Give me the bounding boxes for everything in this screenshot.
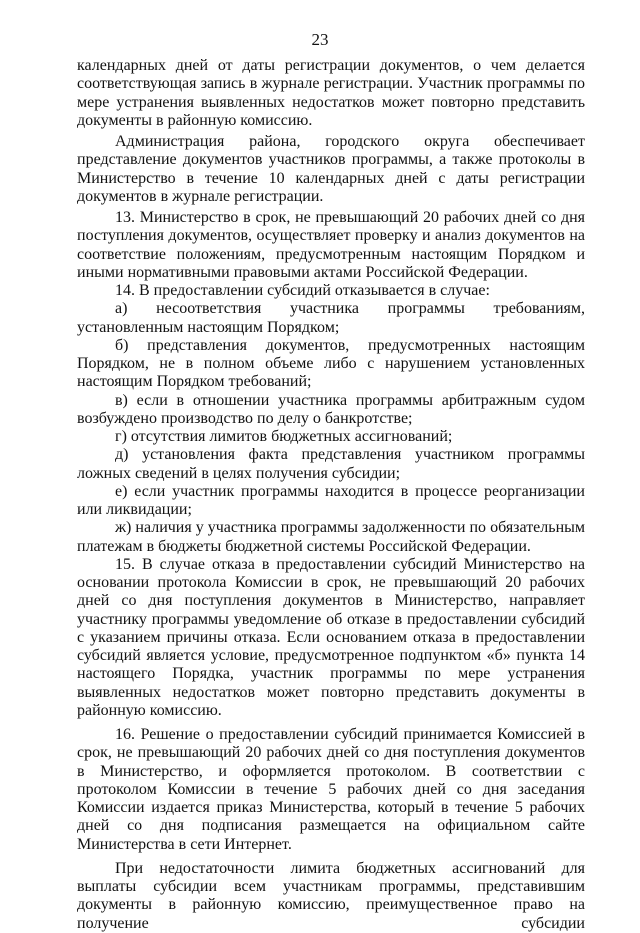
paragraph-item-15: 15. В случае отказа в предоставлении субсидий Министерство на основании протокола Комиссии в срок, не превышающий 20 рабочих дней со дня поступления документов в Министерство, направляет участнику программы уведомление об отказе в предоставлении субсидий с указанием причины отказа. Если основанием отказа в предоставлении субсидий является условие, предусмотренное подпунктом «б» пункта 14 настоящего Порядка, участник программы по мере устранения выявленных недостатков может повторно представить документы в районную комиссию. [77,555,585,719]
paragraph-administration: Администрация района, городского округа обеспечивает представление документов участников программы, а также протоколы в Министерство в течение 10 календарных дней с даты регистрации документов в журнале регистрации. [77,133,585,205]
paragraph-insufficient-limit: При недостаточности лимита бюджетных ассигнований для выплаты субсидии всем участникам программы, представившим документы в районную комиссию, преимущественное право на получение субсидии [77,859,585,932]
paragraph-item-14-a: а) несоответствия участника программы требованиям, установленным настоящим Порядком; [77,300,585,336]
document-body [77,57,585,933]
paragraph-item-14-zh: ж) наличия у участника программы задолженности по обязательным платежам в бюджеты бюджетной системы Российской Федерации. [77,519,585,555]
paragraph-item-14: 14. В предоставлении субсидий отказывается в случае: [115,282,490,299]
paragraph-item-14-b: б) представления документов, предусмотренных настоящим Порядком, не в полном объеме либо с нарушением установленных настоящим Порядком требований; [77,336,585,391]
paragraph-item-13: 13. Министерство в срок, не превышающий 20 рабочих дней со дня поступления документов, осуществляет проверку и анализ документов на соответствие положениям, предусмотренным настоящим Порядком и иными нормативными правовыми актами Российской Федерации. [77,209,585,281]
paragraph-item-14-v: в) если в отношении участника программы арбитражным судом возбуждено производство по делу о банкротстве; [77,391,585,427]
paragraph-item-14-g: г) отсутствия лимитов бюджетных ассигнований; [115,428,453,445]
paragraph-item-14-d: д) установления факта представления участником программы ложных сведений в целях получения субсидии; [77,446,585,482]
paragraph-registration-continued: календарных дней от даты регистрации документов, о чем делается соответствующая запись в журнале регистрации. Участник программы по мере устранения выявленных недостатков может повторно представить документы в районную комиссию. [77,57,585,129]
page-number: 23 [311,30,329,49]
paragraph-item-16: 16. Решение о предоставлении субсидий принимается Комиссией в срок, не превышающий 20 рабочих дней со дня поступления документов в Министерство, и оформляется протоколом. В соответствии с протоколом Комиссии в течение 5 рабочих дней со дня заседания Комиссии издается приказ Министерства, который в течение 5 рабочих дней со дня подписания размещается на официальном сайте Министерства в сети Интернет. [77,726,585,853]
paragraph-item-14-e: е) если участник программы находится в процессе реорганизации или ликвидации; [77,482,585,518]
